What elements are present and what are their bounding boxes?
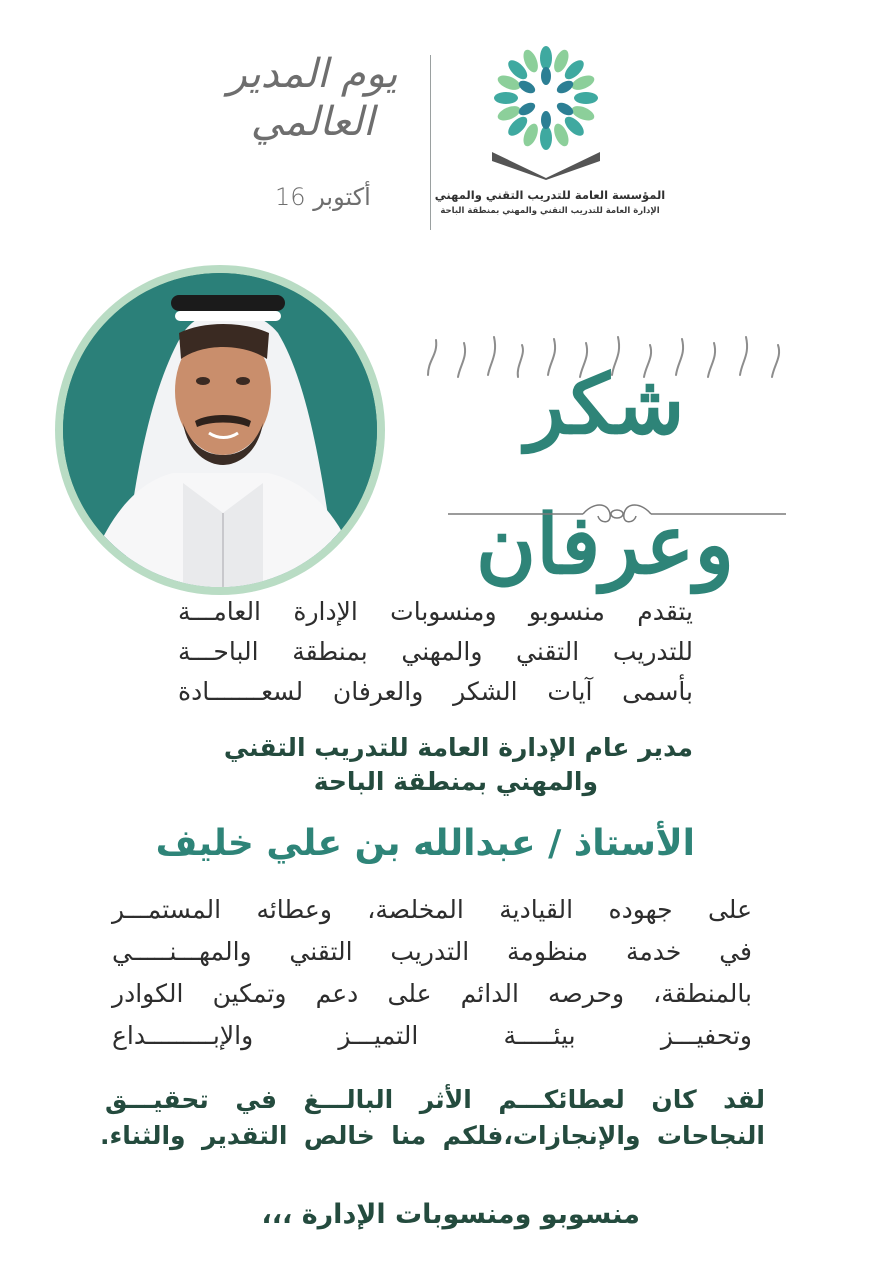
thanks-calligraphy-title: شكر وعرفان [475,357,735,593]
organization-name: المؤسسة العامة للتدريب التقني والمهني [434,188,666,202]
reason-line-4: وتحفيـــز بيئـــــة التميـــز والإبـــــــــداع [112,1021,752,1050]
organization-logo-block [430,40,670,240]
signature: منسوبو ومنسوبات الإدارة ،،، [261,1199,640,1230]
intro-line-2: للتدريب التقني والمهني بمنطقة الباحـــة [178,637,693,666]
reason-line-1: على جهوده القيادية المخلصة، وعطائه المستمـــر [112,895,752,924]
boss-day-date [275,183,371,211]
boss-day-date-month: أكتوبر [313,183,371,211]
position-line-2: والمهني بمنطقة الباحة [313,767,598,796]
position-line-1: مدير عام الإدارة العامة للتدريب التقني [223,733,693,762]
reason-line-2: في خدمة منظومة التدريب التقني والمهـــنـــــي [112,937,752,966]
boss-day-emblem [205,48,420,223]
intro-line-3: بأسمى آيات الشكر والعرفان لسعـــــــادة [178,677,693,706]
organization-subname: الإدارة العامة للتدريب التقني والمهني بمنطقة الباحة [440,206,660,216]
boss-day-date-day: 16 [275,183,306,211]
honoree-photo [63,273,377,587]
reason-line-3: بالمنطقة، وحرصه الدائم على دعم وتمكين الكوادر [112,979,752,1008]
header-divider [430,55,431,230]
closing-line-1: لقد كان لعطائكـــم الأثر البالـــغ في تحقيـــق [105,1085,765,1114]
boss-day-title: يوم المدير العالمي [227,51,398,145]
intro-line-1: يتقدم منسوبو ومنسوبات الإدارة العامـــة [178,597,693,626]
honoree-portrait [63,273,377,587]
closing-line-2: النجاحات والإنجازات،فلكم منا خالص التقدير والثناء. [100,1121,765,1150]
organization-logo-icon [480,40,612,180]
honoree-name: الأستاذ / عبدالله بن علي خليف [155,823,695,864]
divider-ornament [448,500,786,528]
